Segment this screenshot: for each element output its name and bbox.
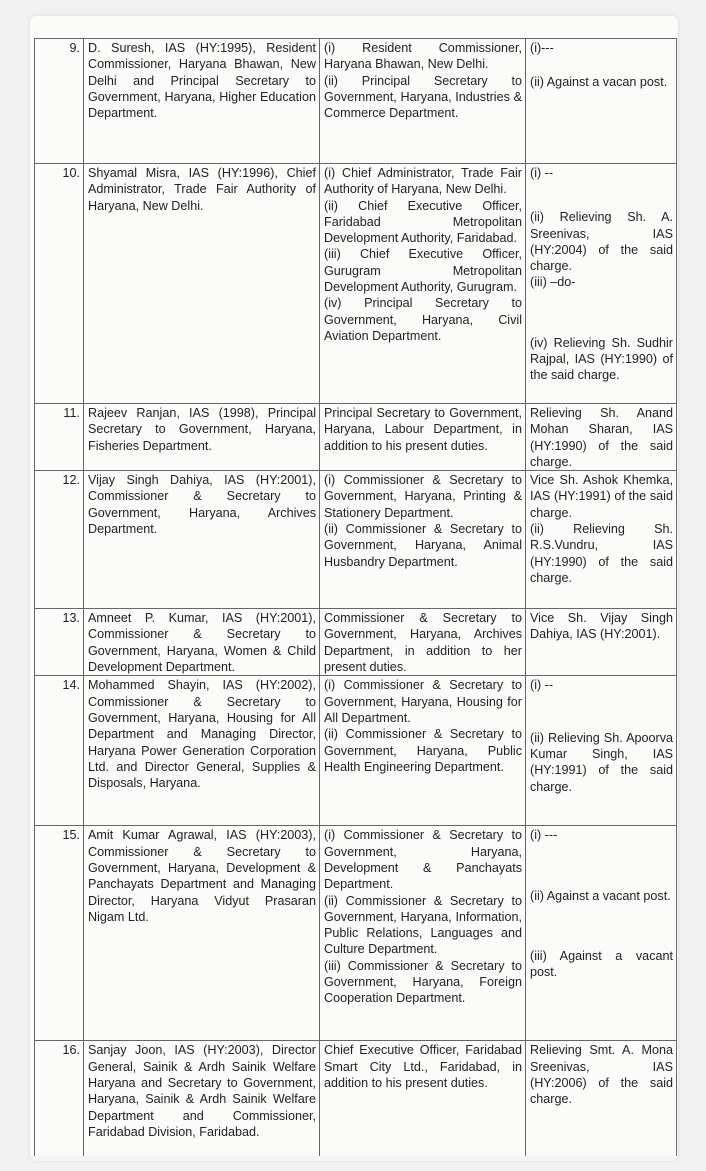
new-posting bbox=[320, 676, 526, 826]
remark-item: (i) -- bbox=[530, 678, 554, 693]
posting-item: Chief Executive Officer, Faridabad Smart City Ltd., Faridabad, in addition to his present duties. bbox=[324, 1043, 522, 1090]
officer-details: Sanjay Joon, IAS (HY:2003), Director General, Sainik & Ardh Sainik Welfare Haryana and Secretary to Government, Haryana, Sainik & Ardh Sainik Welfare Department and Commissioner, Faridabad Division, Faridabad. bbox=[84, 1041, 320, 1161]
table-row bbox=[35, 609, 677, 676]
posting-item: (i) Chief Administrator, Trade Fair Authority of Haryana, New Delhi. bbox=[324, 166, 522, 197]
posting-item: (iii) Commissioner & Secretary to Government, Haryana, Foreign Cooperation Department. bbox=[324, 958, 522, 1006]
serial-number: 12. bbox=[35, 471, 84, 609]
posting-item: Commissioner & Secretary to Government, Haryana, Archives Department, in addition to her present duties. bbox=[324, 611, 522, 675]
remark-item: (i) -- bbox=[530, 166, 554, 180]
posting-item: (i) Commissioner & Secretary to Government, Haryana, Development & Panchayats Department. bbox=[324, 828, 522, 892]
remark-item: (ii) Against a vacan post. bbox=[530, 75, 668, 90]
posting-item: Principal Secretary to Government, Haryana, Labour Department, in addition to his present duties. bbox=[324, 406, 522, 453]
remark-item: Vice Sh. Vijay Singh Dahiya, IAS (HY:2001). bbox=[530, 611, 673, 642]
posting-item: (iii) Chief Executive Officer, Gurugram Metropolitan Development Authority, Gurugram. bbox=[324, 247, 522, 295]
table-row bbox=[35, 39, 677, 164]
table-row bbox=[35, 1041, 677, 1161]
serial-number: 11. bbox=[35, 404, 84, 471]
remark-item: (ii) Relieving Sh. A. Sreenivas, IAS (HY:2004) of the said charge. bbox=[530, 210, 673, 274]
posting-item: (i) Resident Commissioner, Haryana Bhawan, New Delhi. bbox=[324, 41, 522, 72]
posting-item: (ii) Principal Secretary to Government, Haryana, Industries & Commerce Department. bbox=[324, 73, 522, 121]
serial-number: 10. bbox=[35, 164, 84, 404]
posting-item: (ii) Commissioner & Secretary to Government, Haryana, Animal Husbandry Department. bbox=[324, 522, 522, 569]
officer-details: Rajeev Ranjan, IAS (1998), Principal Secretary to Government, Haryana, Fisheries Department. bbox=[84, 404, 320, 471]
officer-details: Amneet P. Kumar, IAS (HY:2001), Commissioner & Secretary to Government, Haryana, Women & Child Development Department. bbox=[84, 609, 320, 676]
table-row bbox=[35, 826, 677, 1041]
new-posting bbox=[320, 404, 526, 471]
table-row bbox=[35, 471, 677, 609]
remark-item: (i)--- bbox=[530, 41, 554, 55]
new-posting bbox=[320, 39, 526, 164]
remark-item: Vice Sh. Ashok Khemka, IAS (HY:1991) of the said charge. bbox=[530, 473, 673, 520]
new-posting bbox=[320, 826, 526, 1041]
table-row bbox=[35, 164, 677, 404]
posting-item: (i) Commissioner & Secretary to Government, Haryana, Printing & Stationery Department. bbox=[324, 473, 522, 520]
remark-item: (iii) –do- bbox=[530, 275, 576, 290]
serial-number: 16. bbox=[35, 1041, 84, 1161]
remark-item: (ii) Against a vacant post. bbox=[530, 888, 671, 903]
new-posting bbox=[320, 1041, 526, 1161]
officer-details: Amit Kumar Agrawal, IAS (HY:2003), Commissioner & Secretary to Government, Haryana, Development & Panchayats Department and Managing Director, Haryana Vidyut Prasaran Nigam Ltd. bbox=[84, 826, 320, 1041]
page-footer-strip bbox=[30, 1156, 678, 1161]
table-row bbox=[35, 676, 677, 826]
remarks bbox=[526, 404, 677, 471]
remark-item: (ii) Relieving Sh. R.S.Vundru, IAS (HY:1990) of the said charge. bbox=[530, 522, 673, 585]
posting-item: (ii) Commissioner & Secretary to Government, Haryana, Information, Public Relations, Languages and Culture Department. bbox=[324, 893, 522, 957]
remark-item: (i) --- bbox=[530, 828, 558, 843]
remark-item: Relieving Sh. Anand Mohan Sharan, IAS (HY:1990) of the said charge. bbox=[530, 406, 673, 469]
remarks bbox=[526, 39, 677, 164]
remarks bbox=[526, 676, 677, 826]
remarks bbox=[526, 826, 677, 1041]
remarks bbox=[526, 1041, 677, 1161]
remarks bbox=[526, 609, 677, 676]
transfer-orders-table bbox=[34, 38, 677, 1161]
remark-item: (ii) Relieving Sh. Apoorva Kumar Singh, IAS (HY:1991) of the said charge. bbox=[530, 730, 673, 794]
posting-item: (ii) Chief Executive Officer, Faridabad Metropolitan Development Authority, Faridabad. bbox=[324, 198, 522, 246]
remark-item: (iv) Relieving Sh. Sudhir Rajpal, IAS (HY:1990) of the said charge. bbox=[530, 335, 673, 383]
new-posting bbox=[320, 609, 526, 676]
remark-item: (iii) Against a vacant post. bbox=[530, 948, 673, 980]
serial-number: 14. bbox=[35, 676, 84, 826]
document-page bbox=[30, 16, 678, 1161]
posting-item: (ii) Commissioner & Secretary to Government, Haryana, Public Health Engineering Department. bbox=[324, 727, 522, 774]
new-posting bbox=[320, 471, 526, 609]
posting-item: (i) Commissioner & Secretary to Government, Haryana, Housing for All Department. bbox=[324, 678, 522, 725]
serial-number: 13. bbox=[35, 609, 84, 676]
officer-details: Shyamal Misra, IAS (HY:1996), Chief Administrator, Trade Fair Authority of Haryana, New Delhi. bbox=[84, 164, 320, 404]
table-row bbox=[35, 404, 677, 471]
officer-details: Mohammed Shayin, IAS (HY:2002), Commissioner & Secretary to Government, Haryana, Housing for All Department and Managing Director, Haryana Power Generation Corporation Ltd. and Director General, Supplies & Disposals, Haryana. bbox=[84, 676, 320, 826]
new-posting bbox=[320, 164, 526, 404]
posting-item: (iv) Principal Secretary to Government, Haryana, Civil Aviation Department. bbox=[324, 296, 522, 343]
officer-details: D. Suresh, IAS (HY:1995), Resident Commissioner, Haryana Bhawan, New Delhi and Principal Secretary to Government, Haryana, Higher Education Department. bbox=[84, 39, 320, 164]
serial-number: 15. bbox=[35, 826, 84, 1041]
officer-details: Vijay Singh Dahiya, IAS (HY:2001), Commissioner & Secretary to Government, Haryana, Archives Department. bbox=[84, 471, 320, 609]
remarks bbox=[526, 164, 677, 404]
remark-item: Relieving Smt. A. Mona Sreenivas, IAS (HY:2006) of the said charge. bbox=[530, 1043, 673, 1107]
serial-number: 9. bbox=[35, 39, 84, 164]
remarks bbox=[526, 471, 677, 609]
